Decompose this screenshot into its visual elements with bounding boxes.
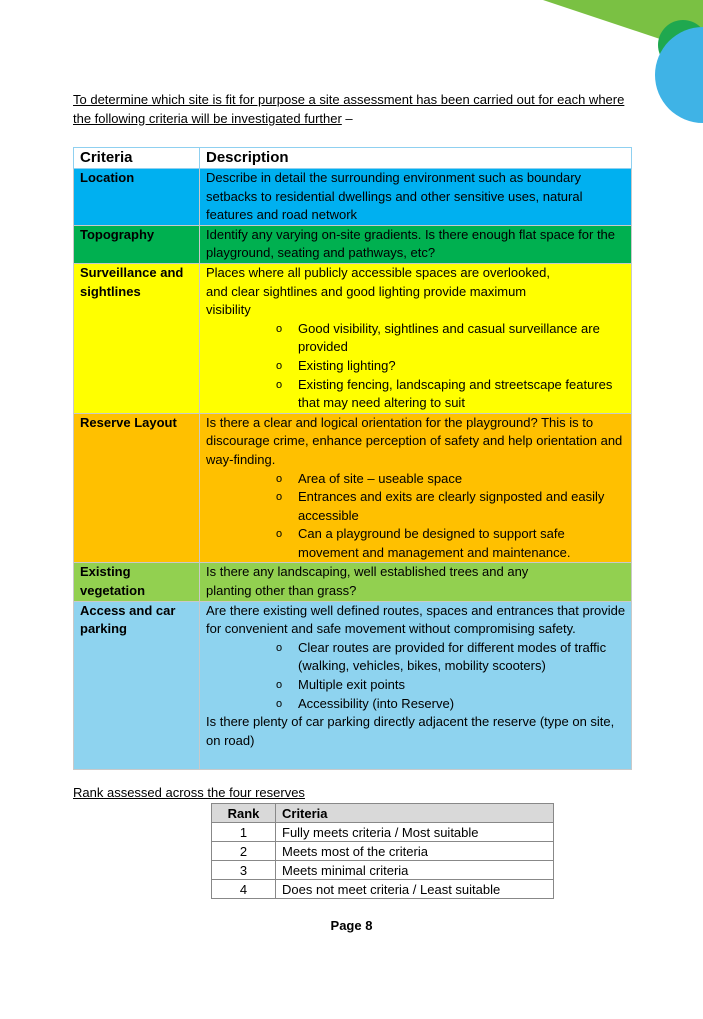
hollow-bullet-icon: o (276, 378, 283, 391)
bullet-text: Good visibility, sightlines and casual surveillance are provided (298, 320, 600, 355)
intro-paragraph (73, 90, 633, 128)
criteria-cell (74, 263, 200, 413)
rank-row (212, 880, 554, 899)
bullet-text: Can a playground be designed to support safe movement and management and maintenance. (298, 526, 571, 560)
criteria-header: Criteria (74, 148, 200, 169)
hollow-bullet-icon: o (276, 679, 283, 692)
criteria-cell (74, 563, 200, 601)
intro-text: To determine which site is fit for purpose a site assessment has been carried out for each where the following criteria will be investigated further (73, 92, 625, 126)
criteria-label: Topography (80, 226, 155, 242)
description-line: Describe in detail the surrounding environment such as boundary setbacks to residential dwellings and other sensitive uses, natural features and road network (206, 170, 583, 223)
bullet-text: Existing lighting? (298, 357, 396, 373)
row-existing-vegetation (74, 563, 632, 601)
rank-row (212, 861, 554, 880)
criteria-label: Location (80, 170, 135, 185)
description-cell (200, 263, 632, 413)
description-cell (200, 563, 632, 601)
bullet-text: Existing fencing, landscaping and streetscape features that may need altering to suit (298, 376, 613, 411)
rank-table (211, 803, 554, 899)
description-line: Is there a clear and logical orientation for the playground? This is to discourage crime, enhance perception of safety and help orientation and way-finding. (206, 414, 623, 467)
bullet-item (276, 639, 627, 676)
row-access-parking (74, 601, 632, 769)
bullet-list (206, 639, 627, 713)
bullet-item (276, 470, 627, 489)
rank-number: 2 (212, 842, 276, 861)
description-cell (200, 225, 632, 263)
rank-row (212, 842, 554, 861)
bullet-item (276, 357, 627, 376)
rank-row (212, 823, 554, 842)
intro-dash: – (341, 111, 353, 126)
bullet-list (206, 320, 627, 413)
bullet-item (276, 525, 627, 562)
criteria-table (73, 147, 632, 770)
rank-number: 3 (212, 861, 276, 880)
description-line: planting other than grass? (206, 583, 357, 599)
bullet-item (276, 695, 627, 714)
rank-criteria-header: Criteria (276, 804, 554, 823)
description-header: Description (200, 148, 632, 169)
description-line: Identify any varying on-site gradients. Is there enough flat space for the playground, seating and pathways, etc? (206, 226, 616, 261)
description-line: Are there existing well defined routes, spaces and entrances that provide for convenient and safe movement without compromising safety. (206, 602, 626, 637)
bullet-text: Area of site – useable space (298, 470, 463, 486)
bullet-list (206, 470, 627, 563)
page-number: Page 8 (330, 918, 373, 933)
criteria-cell (74, 225, 200, 263)
rank-header: Rank (212, 804, 276, 823)
rank-criteria: Does not meet criteria / Least suitable (276, 880, 554, 899)
criteria-label: Existing vegetation (80, 564, 146, 599)
row-topography (74, 225, 632, 263)
bullet-text: Clear routes are provided for different modes of traffic (walking, vehicles, bikes, mobility scooters) (298, 639, 607, 674)
criteria-cell (74, 413, 200, 563)
criteria-label: Surveillance and sightlines (80, 264, 184, 299)
hollow-bullet-icon: o (276, 359, 283, 372)
row-reserve-layout (74, 413, 632, 563)
bullet-text: Accessibility (into Reserve) (298, 695, 455, 711)
hollow-bullet-icon: o (276, 472, 283, 485)
rank-number: 1 (212, 823, 276, 842)
rank-header-row (212, 804, 554, 823)
bullet-text: Multiple exit points (298, 677, 405, 693)
row-surveillance (74, 263, 632, 413)
hollow-bullet-icon: o (276, 697, 283, 710)
bullet-item (276, 376, 627, 413)
bullet-item (276, 676, 627, 695)
bullet-text: Entrances and exits are clearly signposted and easily accessible (298, 489, 605, 523)
hollow-bullet-icon: o (276, 528, 283, 541)
rank-criteria: Fully meets criteria / Most suitable (276, 823, 554, 842)
criteria-label: Access and car parking (80, 602, 176, 637)
criteria-cell (74, 169, 200, 226)
description-cell (200, 169, 632, 226)
hollow-bullet-icon: o (276, 491, 283, 504)
rank-number: 4 (212, 880, 276, 899)
row-location (74, 169, 632, 226)
description-line: and clear sightlines and good lighting provide maximum (206, 283, 527, 299)
criteria-cell (74, 601, 200, 769)
description-cell (200, 413, 632, 563)
rank-criteria: Meets minimal criteria (276, 861, 554, 880)
criteria-label: Reserve Layout (80, 414, 177, 430)
rank-criteria: Meets most of the criteria (276, 842, 554, 861)
bullet-item (276, 488, 627, 525)
hollow-bullet-icon: o (276, 641, 283, 654)
description-followup: Is there plenty of car parking directly adjacent the reserve (type on site, on road) (206, 714, 615, 748)
description-line: Places where all publicly accessible spaces are overlooked, (206, 264, 550, 280)
rank-section-title: Rank assessed across the four reserves (73, 785, 305, 800)
criteria-header-row (74, 148, 632, 169)
description-line: Is there any landscaping, well established trees and any (206, 564, 529, 580)
bullet-item (276, 320, 627, 357)
hollow-bullet-icon: o (276, 322, 283, 335)
description-cell (200, 601, 632, 769)
description-line: visibility (206, 302, 251, 318)
